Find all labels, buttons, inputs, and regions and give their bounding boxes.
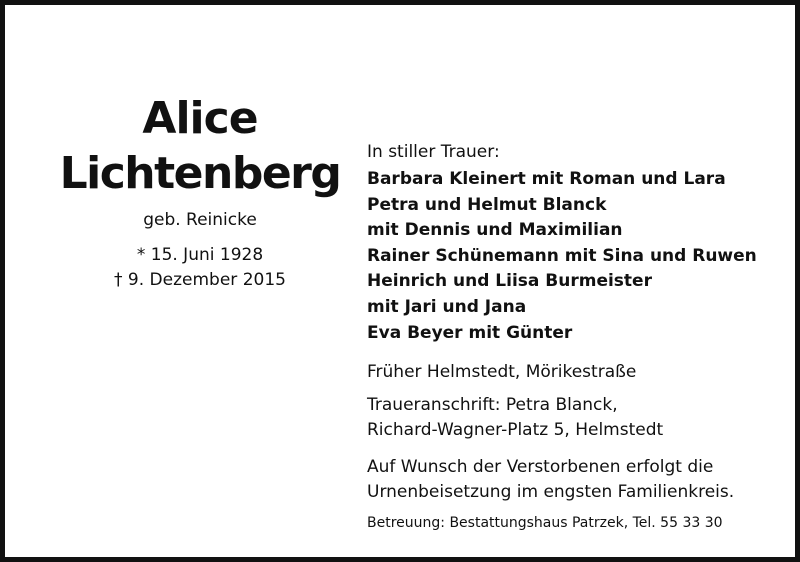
birth-date: * 15. Juni 1928 — [136, 245, 264, 265]
deceased-first-name: Alice — [142, 93, 258, 144]
burial-note-line: Auf Wunsch der Verstorbenen erfolgt die — [367, 457, 714, 478]
mourner-line: Rainer Schünemann mit Sina und Ruwen — [367, 245, 757, 266]
burial-note-line: Urnenbeisetzung im engsten Familienkreis. — [367, 482, 735, 503]
former-residence: Früher Helmstedt, Mörikestraße — [367, 362, 637, 383]
mourner-list — [367, 167, 787, 346]
address-line: Traueranschrift: Petra Blanck, — [367, 395, 618, 416]
death-date: † 9. Dezember 2015 — [114, 270, 286, 290]
mourner-line: Petra und Helmut Blanck — [367, 194, 607, 215]
mourner-line: mit Dennis und Maximilian — [367, 220, 623, 241]
funeral-home-contact: Betreuung: Bestattungshaus Patrzek, Tel. 55 33 30 — [367, 515, 723, 532]
condolence-address — [367, 393, 787, 443]
mourner-line: Eva Beyer mit Günter — [367, 322, 573, 343]
address-line: Richard-Wagner-Platz 5, Helmstedt — [367, 420, 664, 441]
mourner-line: mit Jari und Jana — [367, 296, 527, 317]
mourner-line: Heinrich und Liisa Burmeister — [367, 271, 652, 292]
burial-note — [367, 455, 787, 505]
mourner-line: Barbara Kleinert mit Roman und Lara — [367, 169, 726, 189]
life-dates — [25, 243, 375, 293]
deceased-block — [25, 93, 375, 293]
mourners-block — [367, 139, 787, 533]
mourning-intro: In stiller Trauer: — [367, 142, 500, 162]
maiden-name: geb. Reinicke — [143, 210, 257, 230]
deceased-last-name: Lichtenberg — [59, 148, 341, 199]
